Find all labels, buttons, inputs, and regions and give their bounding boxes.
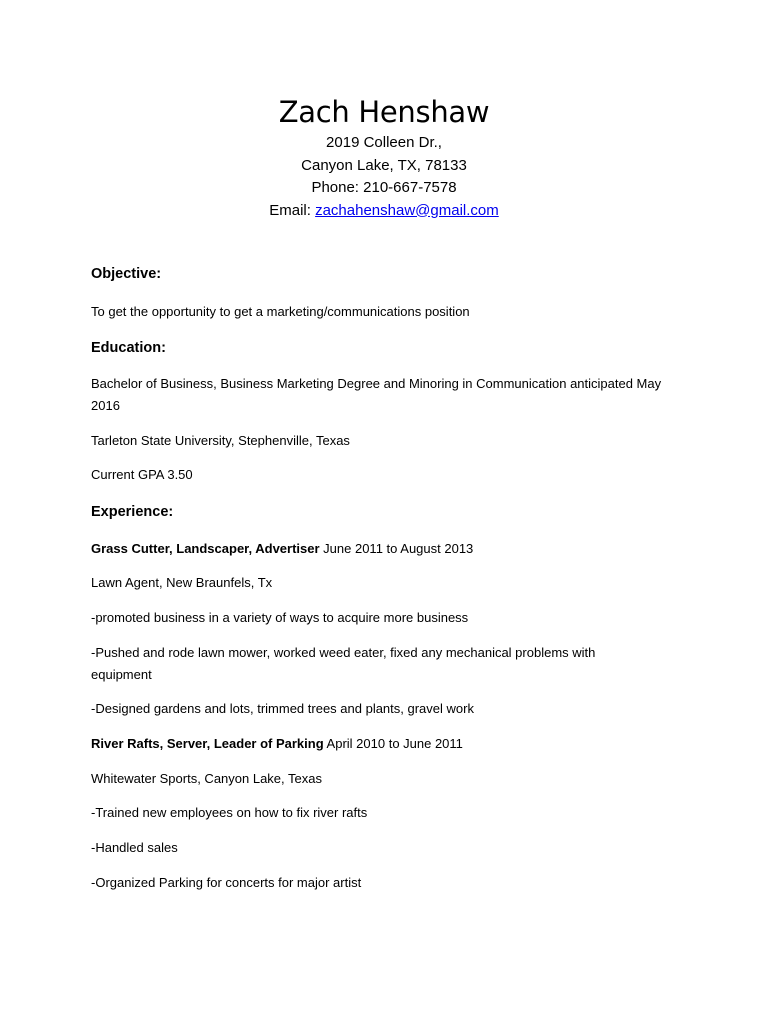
phone-line: Phone: 210-667-7578 bbox=[311, 179, 457, 196]
education-school: Tarleton State University, Stephenville, Texas bbox=[91, 433, 350, 448]
job-duty: -Designed gardens and lots, trimmed trees and plants, gravel work bbox=[91, 701, 474, 716]
job-title-line bbox=[91, 733, 681, 755]
education-gpa: Current GPA 3.50 bbox=[91, 467, 193, 482]
job-title-line bbox=[91, 538, 681, 560]
education-heading: Education: bbox=[91, 340, 166, 356]
resume-header bbox=[0, 92, 768, 222]
experience-heading: Experience: bbox=[91, 504, 174, 520]
email-label: Email: bbox=[269, 201, 311, 219]
job-duty: -Pushed and rode lawn mower, worked weed eater, fixed any mechanical problems with equipment bbox=[91, 645, 596, 682]
email-link[interactable]: zachahenshaw@gmail.com bbox=[315, 201, 499, 219]
objective-heading: Objective: bbox=[91, 266, 162, 282]
job-employer: Lawn Agent, New Braunfels, Tx bbox=[91, 575, 273, 590]
education-degree: Bachelor of Business, Business Marketing Degree and Minoring in Communication anticipated May 2016 bbox=[91, 376, 662, 413]
applicant-name: Zach Henshaw bbox=[278, 95, 490, 129]
objective-text: To get the opportunity to get a marketing/communications position bbox=[91, 304, 470, 319]
job-duty: -promoted business in a variety of ways to acquire more business bbox=[91, 610, 469, 625]
job-title: River Rafts, Server, Leader of Parking bbox=[91, 736, 324, 751]
email-line bbox=[0, 200, 768, 223]
job-dates: June 2011 to August 2013 bbox=[319, 541, 474, 556]
job-duty: -Organized Parking for concerts for major artist bbox=[91, 875, 362, 890]
address-line-1: 2019 Colleen Dr., bbox=[326, 134, 442, 151]
address-line-2: Canyon Lake, TX, 78133 bbox=[301, 156, 467, 174]
job-employer: Whitewater Sports, Canyon Lake, Texas bbox=[91, 771, 322, 786]
job-title: Grass Cutter, Landscaper, Advertiser bbox=[91, 541, 320, 556]
job-duty: -Handled sales bbox=[91, 840, 178, 855]
job-dates: April 2010 to June 2011 bbox=[323, 736, 463, 751]
job-duty: -Trained new employees on how to fix river rafts bbox=[91, 805, 368, 820]
